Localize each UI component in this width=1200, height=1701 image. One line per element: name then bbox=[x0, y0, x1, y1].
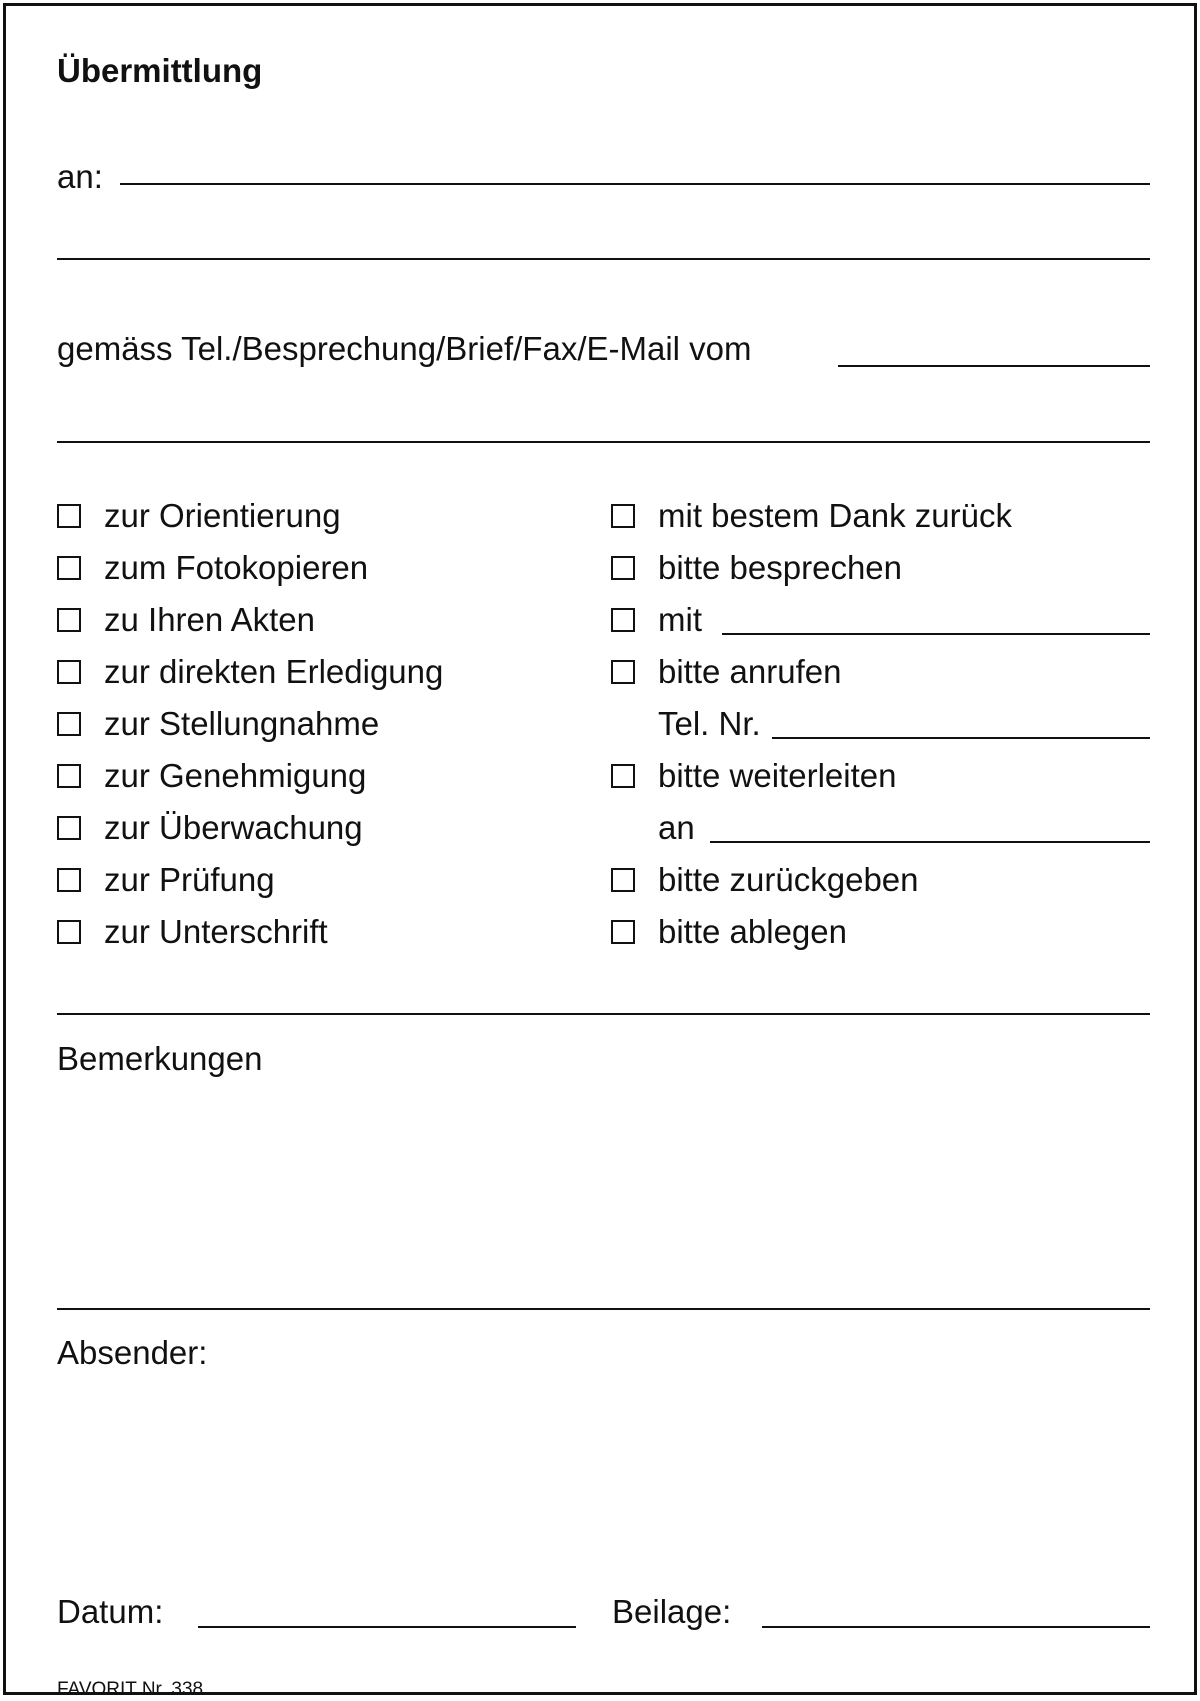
phone-input[interactable] bbox=[776, 704, 1146, 736]
date-input[interactable] bbox=[202, 1593, 572, 1625]
remarks-label: Bemerkungen bbox=[57, 1040, 263, 1077]
checkbox-weiterleiten[interactable] bbox=[611, 764, 635, 788]
reference-date-input[interactable] bbox=[842, 332, 1142, 364]
checkbox-zurueckgeben[interactable] bbox=[611, 868, 635, 892]
form-title: Übermittlung bbox=[57, 52, 263, 89]
option-label: zur Orientierung bbox=[104, 497, 341, 534]
option-label: zur Überwachung bbox=[104, 809, 363, 846]
option-label: zur direkten Erledigung bbox=[104, 653, 444, 690]
remarks-textarea[interactable] bbox=[60, 1085, 1145, 1305]
checkbox-akten[interactable] bbox=[57, 608, 81, 632]
checkbox-orientierung[interactable] bbox=[57, 504, 81, 528]
forward-to-label: an bbox=[658, 809, 695, 846]
reference-label: gemäss Tel./Besprechung/Brief/Fax/E-Mail vom bbox=[57, 330, 752, 367]
checkbox-ablegen[interactable] bbox=[611, 920, 635, 944]
to-input-2[interactable] bbox=[60, 225, 1145, 257]
option-label: bitte ablegen bbox=[658, 913, 847, 950]
option-label: zur Unterschrift bbox=[104, 913, 328, 950]
sender-divider bbox=[57, 1308, 1150, 1310]
checkbox-mit[interactable] bbox=[611, 608, 635, 632]
date-line bbox=[198, 1626, 576, 1628]
sender-textarea[interactable] bbox=[60, 1380, 1145, 1580]
checkbox-dank-zurueck[interactable] bbox=[611, 504, 635, 528]
phone-line bbox=[772, 737, 1150, 739]
checkbox-stellungnahme[interactable] bbox=[57, 712, 81, 736]
forward-to-input[interactable] bbox=[714, 808, 1146, 840]
checkbox-besprechen[interactable] bbox=[611, 556, 635, 580]
checkbox-ueberwachung[interactable] bbox=[57, 816, 81, 840]
reference-date-line bbox=[838, 365, 1150, 367]
option-label: zur Stellungnahme bbox=[104, 705, 380, 742]
to-line-2 bbox=[57, 258, 1150, 260]
forward-to-line bbox=[710, 841, 1150, 843]
sender-label: Absender: bbox=[57, 1334, 208, 1371]
checkbox-fotokopieren[interactable] bbox=[57, 556, 81, 580]
to-label: an: bbox=[57, 158, 103, 195]
option-label: mit bestem Dank zurück bbox=[658, 497, 1012, 534]
checkbox-pruefung[interactable] bbox=[57, 868, 81, 892]
to-line-1 bbox=[120, 183, 1150, 185]
checkbox-anrufen[interactable] bbox=[611, 660, 635, 684]
option-label: bitte besprechen bbox=[658, 549, 903, 586]
checkbox-genehmigung[interactable] bbox=[57, 764, 81, 788]
attachment-line bbox=[762, 1626, 1150, 1628]
option-label: zu Ihren Akten bbox=[104, 601, 315, 638]
attachment-input[interactable] bbox=[766, 1593, 1146, 1625]
checkbox-unterschrift[interactable] bbox=[57, 920, 81, 944]
checkbox-direkte-erledigung[interactable] bbox=[57, 660, 81, 684]
option-label: mit bbox=[658, 601, 702, 638]
option-label: zur Genehmigung bbox=[104, 757, 367, 794]
to-input-1[interactable] bbox=[124, 150, 1144, 182]
option-label: bitte weiterleiten bbox=[658, 757, 897, 794]
option-label: zum Fotokopieren bbox=[104, 549, 369, 586]
option-label: zur Prüfung bbox=[104, 861, 275, 898]
remarks-divider bbox=[57, 1013, 1150, 1015]
attachment-label: Beilage: bbox=[612, 1593, 732, 1630]
date-label: Datum: bbox=[57, 1593, 164, 1630]
reference-line-2 bbox=[57, 441, 1150, 443]
phone-label: Tel. Nr. bbox=[658, 705, 761, 742]
form-number: FAVORIT Nr. 338 bbox=[57, 1679, 204, 1700]
option-label: bitte zurückgeben bbox=[658, 861, 919, 898]
mit-line bbox=[722, 633, 1150, 635]
mit-input[interactable] bbox=[726, 600, 1146, 632]
reference-input-2[interactable] bbox=[60, 408, 1145, 440]
option-label: bitte anrufen bbox=[658, 653, 842, 690]
